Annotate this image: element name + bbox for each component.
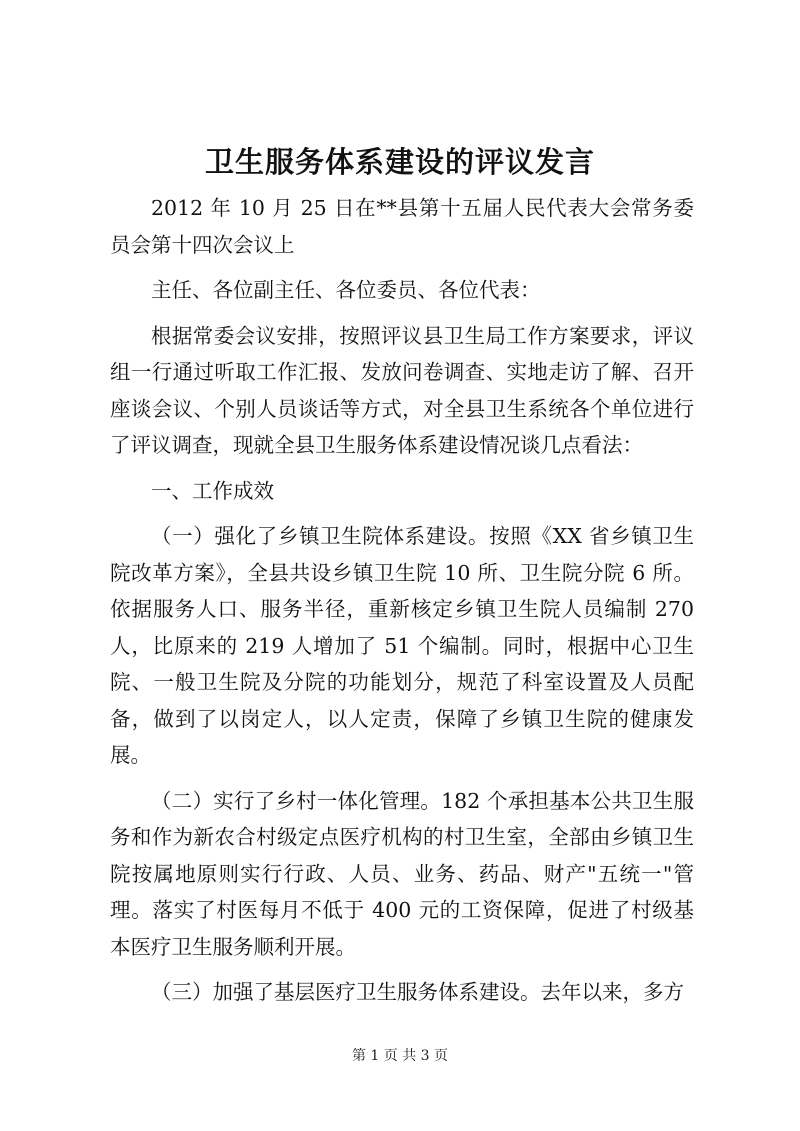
paragraph-item-3: （三）加强了基层医疗卫生服务体系建设。去年以来，多方 xyxy=(151,980,684,1004)
salutation-paragraph: 主任、各位副主任、各位委员、各位代表： xyxy=(151,278,541,302)
intro-paragraph: 根据常委会议安排，按照评议县卫生局工作方案要求，评议组一行通过听取工作汇报、发放问卷调查、实地走访了解、召开座谈会议、个别人员谈话等方式，对全县卫生系统各个单位进行了评议调查，现就全县卫生服务体系建设情况谈几点看法： xyxy=(110,323,694,457)
meeting-info-paragraph: 2012 年 10 月 25 日在**县第十五届人民代表大会常务委员会第十四次会议上 xyxy=(110,196,694,257)
document-body xyxy=(110,190,694,1011)
document-title: 卫生服务体系建设的评议发言 xyxy=(204,145,595,179)
page-footer: 第 1 页 共 3 页 xyxy=(351,1048,449,1064)
section-heading-achievements: 一、工作成效 xyxy=(151,478,274,503)
paragraph-item-2: （二）实行了乡村一体化管理。182 个承担基本公共卫生服务和作为新农合村级定点医疗机构的村卫生室，全部由乡镇卫生院按属地原则实行行政、人员、业务、药品、财产"五统一"管理。落实了村医每月不低于 400 元的工资保障，促进了村级基本医疗卫生服务顺利开展。 xyxy=(110,788,694,959)
paragraph-item-1: （一）强化了乡镇卫生院体系建设。按照《XX 省乡镇卫生院改革方案》，全县共设乡镇卫生院 10 所、卫生院分院 6 所。依据服务人口、服务半径，重新核定乡镇卫生院人员编制 270 人，比原来的 219 人增加了 51 个编制。同时，根据中心卫生院、一般卫生院及分院的功能划分，规范了科室设置及人员配备，做到了以岗定人，以人定责，保障了乡镇卫生院的健康发展。 xyxy=(110,524,694,767)
